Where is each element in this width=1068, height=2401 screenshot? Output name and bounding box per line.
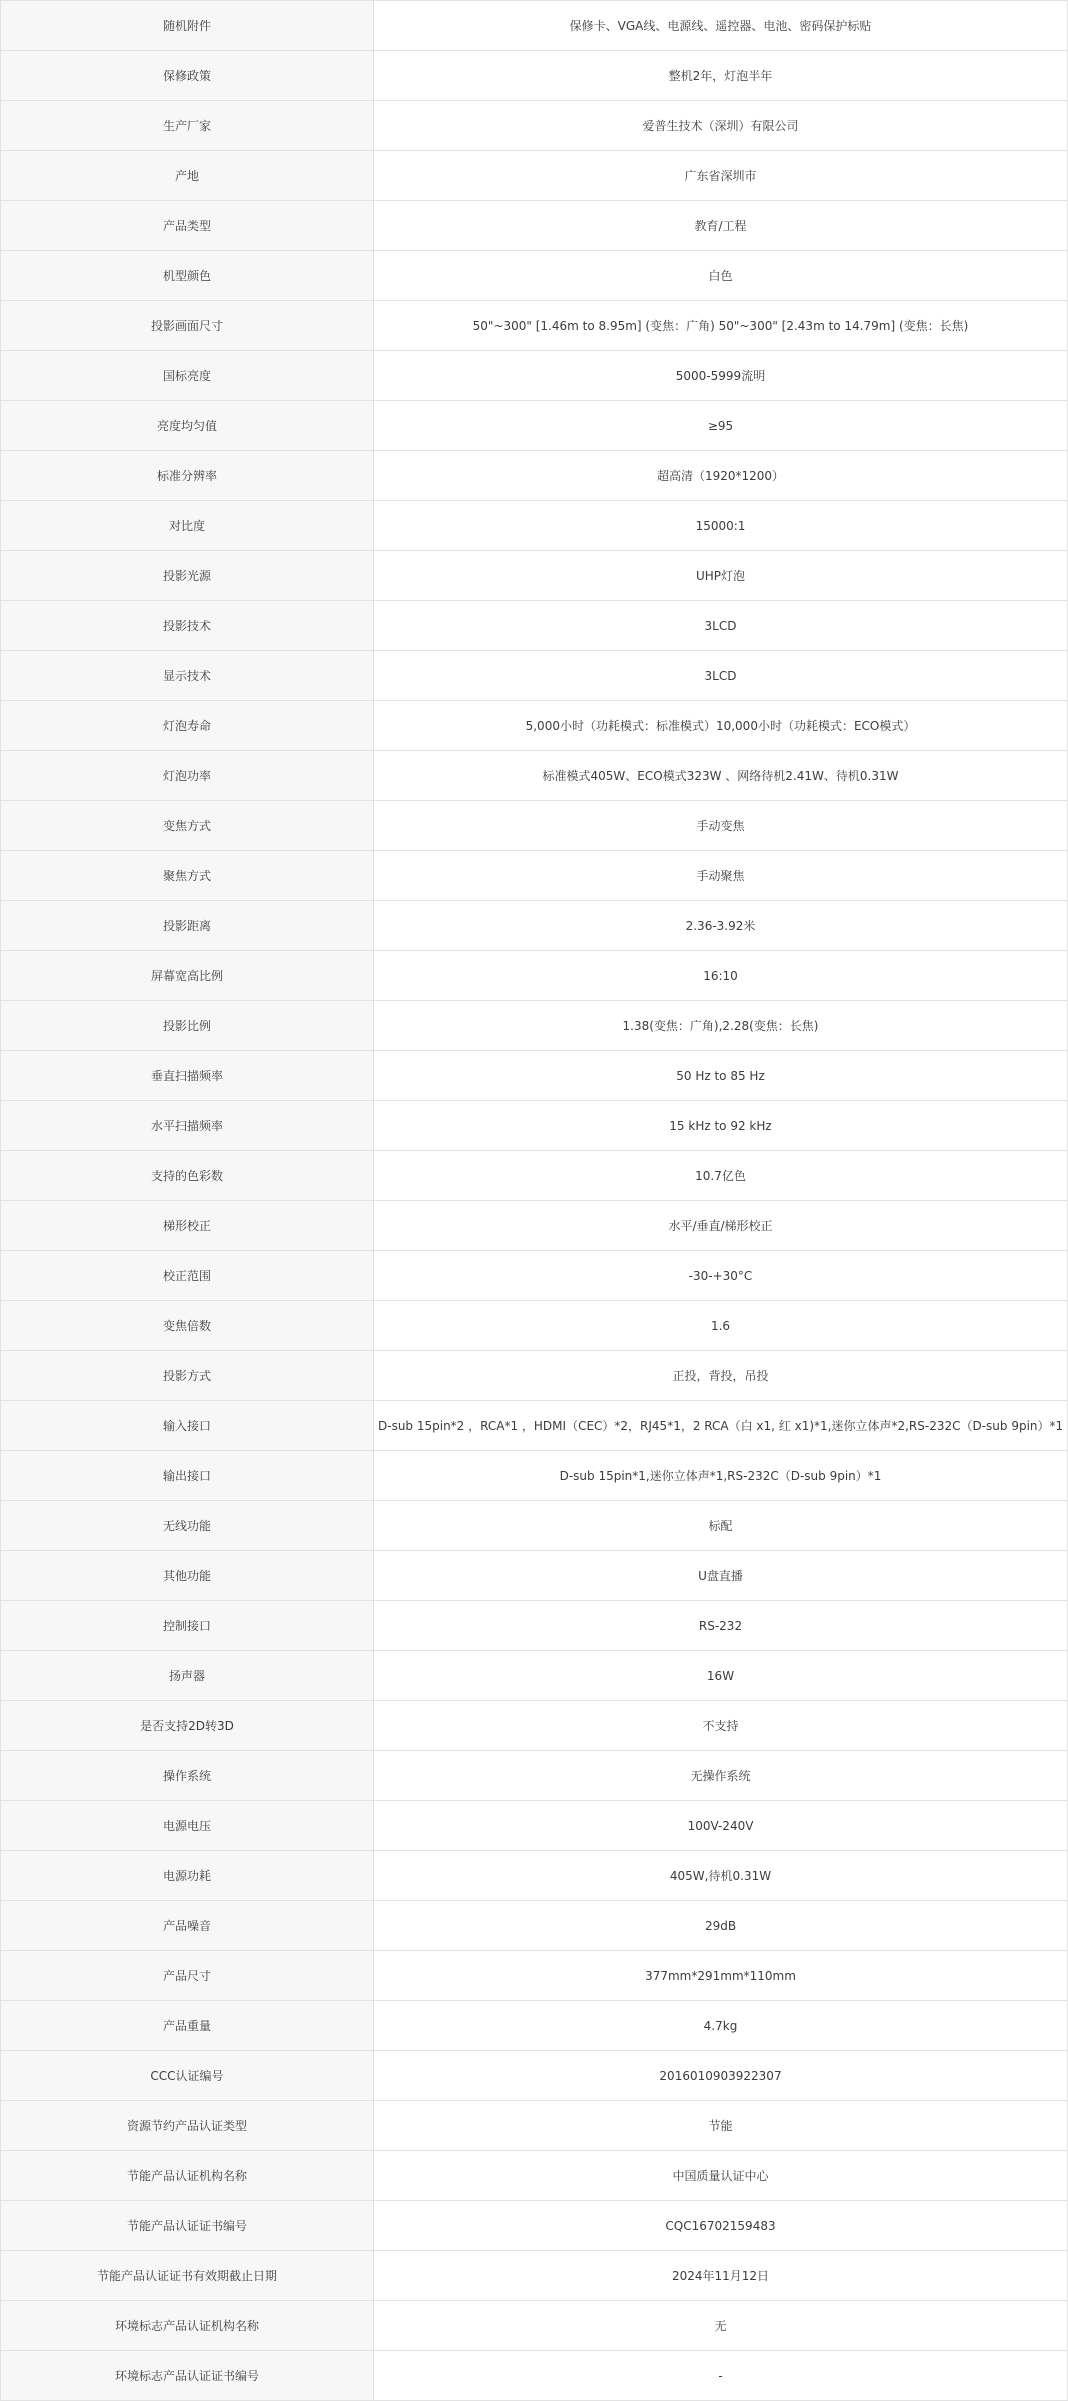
spec-label: 对比度 (1, 501, 374, 551)
spec-label: 标准分辨率 (1, 451, 374, 501)
spec-label: 保修政策 (1, 51, 374, 101)
spec-label: 梯形校正 (1, 1201, 374, 1251)
spec-row (1, 1401, 1068, 1451)
spec-row (1, 1501, 1068, 1551)
spec-row (1, 451, 1068, 501)
spec-value: 377mm*291mm*110mm (374, 1951, 1068, 2001)
spec-label: 输入接口 (1, 1401, 374, 1451)
spec-value: 爱普生技术（深圳）有限公司 (374, 101, 1068, 151)
spec-label: 环境标志产品认证证书编号 (1, 2351, 374, 2401)
spec-value: 1.6 (374, 1301, 1068, 1351)
spec-label: 灯泡寿命 (1, 701, 374, 751)
spec-row (1, 1701, 1068, 1751)
spec-row (1, 1051, 1068, 1101)
spec-row (1, 1201, 1068, 1251)
spec-label: 投影比例 (1, 1001, 374, 1051)
spec-value: 2024年11月12日 (374, 2251, 1068, 2301)
spec-value: D-sub 15pin*1,迷你立体声*1,RS-232C（D-sub 9pin）*1 (374, 1451, 1068, 1501)
spec-value: 节能 (374, 2101, 1068, 2151)
spec-label: 机型颜色 (1, 251, 374, 301)
spec-value: ≥95 (374, 401, 1068, 451)
spec-label: 其他功能 (1, 1551, 374, 1601)
spec-label: 屏幕宽高比例 (1, 951, 374, 1001)
spec-row (1, 201, 1068, 251)
spec-row (1, 51, 1068, 101)
spec-value: 教育/工程 (374, 201, 1068, 251)
spec-label: 水平扫描频率 (1, 1101, 374, 1151)
spec-row (1, 901, 1068, 951)
spec-label: 聚焦方式 (1, 851, 374, 901)
spec-label: 投影光源 (1, 551, 374, 601)
spec-label: 国标亮度 (1, 351, 374, 401)
spec-label: 控制接口 (1, 1601, 374, 1651)
spec-row (1, 301, 1068, 351)
spec-row (1, 1601, 1068, 1651)
spec-label: 扬声器 (1, 1651, 374, 1701)
spec-value: 50 Hz to 85 Hz (374, 1051, 1068, 1101)
spec-label: 校正范围 (1, 1251, 374, 1301)
spec-value: 超高清（1920*1200） (374, 451, 1068, 501)
spec-table-body (1, 1, 1068, 2401)
spec-label: 投影距离 (1, 901, 374, 951)
spec-label: 投影方式 (1, 1351, 374, 1401)
spec-value: 1.38(变焦：广角),2.28(变焦：长焦) (374, 1001, 1068, 1051)
spec-value: 标配 (374, 1501, 1068, 1551)
spec-label: 输出接口 (1, 1451, 374, 1501)
spec-row (1, 1101, 1068, 1151)
spec-value: 2016010903922307 (374, 2051, 1068, 2101)
spec-row (1, 101, 1068, 151)
spec-row (1, 1351, 1068, 1401)
spec-row (1, 2251, 1068, 2301)
spec-row (1, 601, 1068, 651)
spec-value: 手动变焦 (374, 801, 1068, 851)
spec-row (1, 251, 1068, 301)
spec-value: 无操作系统 (374, 1751, 1068, 1801)
spec-value: 整机2年，灯泡半年 (374, 51, 1068, 101)
spec-value: 中国质量认证中心 (374, 2151, 1068, 2201)
spec-value: 标准模式405W、ECO模式323W 、网络待机2.41W、待机0.31W (374, 751, 1068, 801)
spec-row (1, 2101, 1068, 2151)
spec-value: 手动聚焦 (374, 851, 1068, 901)
spec-value: UHP灯泡 (374, 551, 1068, 601)
spec-label: 无线功能 (1, 1501, 374, 1551)
spec-value: D-sub 15pin*2 ，RCA*1 ，HDMI（CEC）*2，RJ45*1，2 RCA（白 x1, 红 x1)*1,迷你立体声*2,RS-232C（D-sub 9pin）*1 (374, 1401, 1068, 1451)
spec-row (1, 801, 1068, 851)
spec-value: - (374, 2351, 1068, 2401)
spec-label: 操作系统 (1, 1751, 374, 1801)
spec-value: 100V-240V (374, 1801, 1068, 1851)
spec-value: 2.36-3.92米 (374, 901, 1068, 951)
spec-row (1, 1551, 1068, 1601)
spec-label: 产品重量 (1, 2001, 374, 2051)
spec-value: 4.7kg (374, 2001, 1068, 2051)
spec-value: 不支持 (374, 1701, 1068, 1751)
spec-label: 产地 (1, 151, 374, 201)
spec-label: 节能产品认证证书编号 (1, 2201, 374, 2251)
spec-row (1, 1851, 1068, 1901)
spec-value: 水平/垂直/梯形校正 (374, 1201, 1068, 1251)
spec-value: 广东省深圳市 (374, 151, 1068, 201)
spec-row (1, 351, 1068, 401)
spec-row (1, 2201, 1068, 2251)
spec-row (1, 751, 1068, 801)
spec-row (1, 1151, 1068, 1201)
spec-row (1, 2301, 1068, 2351)
spec-row (1, 1801, 1068, 1851)
spec-label: 投影画面尺寸 (1, 301, 374, 351)
spec-label: 是否支持2D转3D (1, 1701, 374, 1751)
spec-value: 3LCD (374, 651, 1068, 701)
spec-row (1, 701, 1068, 751)
spec-row (1, 1451, 1068, 1501)
spec-label: 产品噪音 (1, 1901, 374, 1951)
spec-label: 亮度均匀值 (1, 401, 374, 451)
spec-row (1, 1301, 1068, 1351)
spec-label: 生产厂家 (1, 101, 374, 151)
spec-label: 随机附件 (1, 1, 374, 51)
spec-value: 15 kHz to 92 kHz (374, 1101, 1068, 1151)
spec-label: 变焦倍数 (1, 1301, 374, 1351)
spec-value: 29dB (374, 1901, 1068, 1951)
spec-label: 电源电压 (1, 1801, 374, 1851)
spec-label: 变焦方式 (1, 801, 374, 851)
spec-value: 白色 (374, 251, 1068, 301)
spec-row (1, 1951, 1068, 2001)
spec-value: RS-232 (374, 1601, 1068, 1651)
spec-label: 环境标志产品认证机构名称 (1, 2301, 374, 2351)
spec-row (1, 1651, 1068, 1701)
spec-label: 灯泡功率 (1, 751, 374, 801)
spec-row (1, 551, 1068, 601)
spec-row (1, 951, 1068, 1001)
spec-value: 正投，背投，吊投 (374, 1351, 1068, 1401)
spec-value: 3LCD (374, 601, 1068, 651)
spec-value: 50"~300" [1.46m to 8.95m] (变焦：广角) 50"~300" [2.43m to 14.79m] (变焦：长焦) (374, 301, 1068, 351)
spec-label: 资源节约产品认证类型 (1, 2101, 374, 2151)
spec-label: 节能产品认证证书有效期截止日期 (1, 2251, 374, 2301)
spec-value: CQC16702159483 (374, 2201, 1068, 2251)
spec-label: 产品类型 (1, 201, 374, 251)
spec-row (1, 1001, 1068, 1051)
spec-row (1, 1751, 1068, 1801)
spec-value: 16:10 (374, 951, 1068, 1001)
spec-label: CCC认证编号 (1, 2051, 374, 2101)
spec-row (1, 1, 1068, 51)
spec-row (1, 1901, 1068, 1951)
spec-row (1, 401, 1068, 451)
spec-value: 405W,待机0.31W (374, 1851, 1068, 1901)
spec-row (1, 2051, 1068, 2101)
spec-row (1, 1251, 1068, 1301)
spec-label: 显示技术 (1, 651, 374, 701)
spec-row (1, 2151, 1068, 2201)
spec-row (1, 501, 1068, 551)
spec-value: 保修卡、VGA线、电源线、遥控器、电池、密码保护标贴 (374, 1, 1068, 51)
spec-row (1, 851, 1068, 901)
spec-label: 投影技术 (1, 601, 374, 651)
spec-value: 5,000小时（功耗模式：标准模式）10,000小时（功耗模式：ECO模式） (374, 701, 1068, 751)
spec-value: U盘直播 (374, 1551, 1068, 1601)
spec-value: 16W (374, 1651, 1068, 1701)
spec-value: 5000-5999流明 (374, 351, 1068, 401)
spec-value: 10.7亿色 (374, 1151, 1068, 1201)
spec-row (1, 2001, 1068, 2051)
spec-value: -30-+30°C (374, 1251, 1068, 1301)
spec-label: 产品尺寸 (1, 1951, 374, 2001)
spec-label: 垂直扫描频率 (1, 1051, 374, 1101)
spec-value: 无 (374, 2301, 1068, 2351)
spec-label: 支持的色彩数 (1, 1151, 374, 1201)
spec-value: 15000:1 (374, 501, 1068, 551)
spec-label: 节能产品认证机构名称 (1, 2151, 374, 2201)
spec-label: 电源功耗 (1, 1851, 374, 1901)
spec-row (1, 2351, 1068, 2401)
spec-row (1, 651, 1068, 701)
spec-row (1, 151, 1068, 201)
